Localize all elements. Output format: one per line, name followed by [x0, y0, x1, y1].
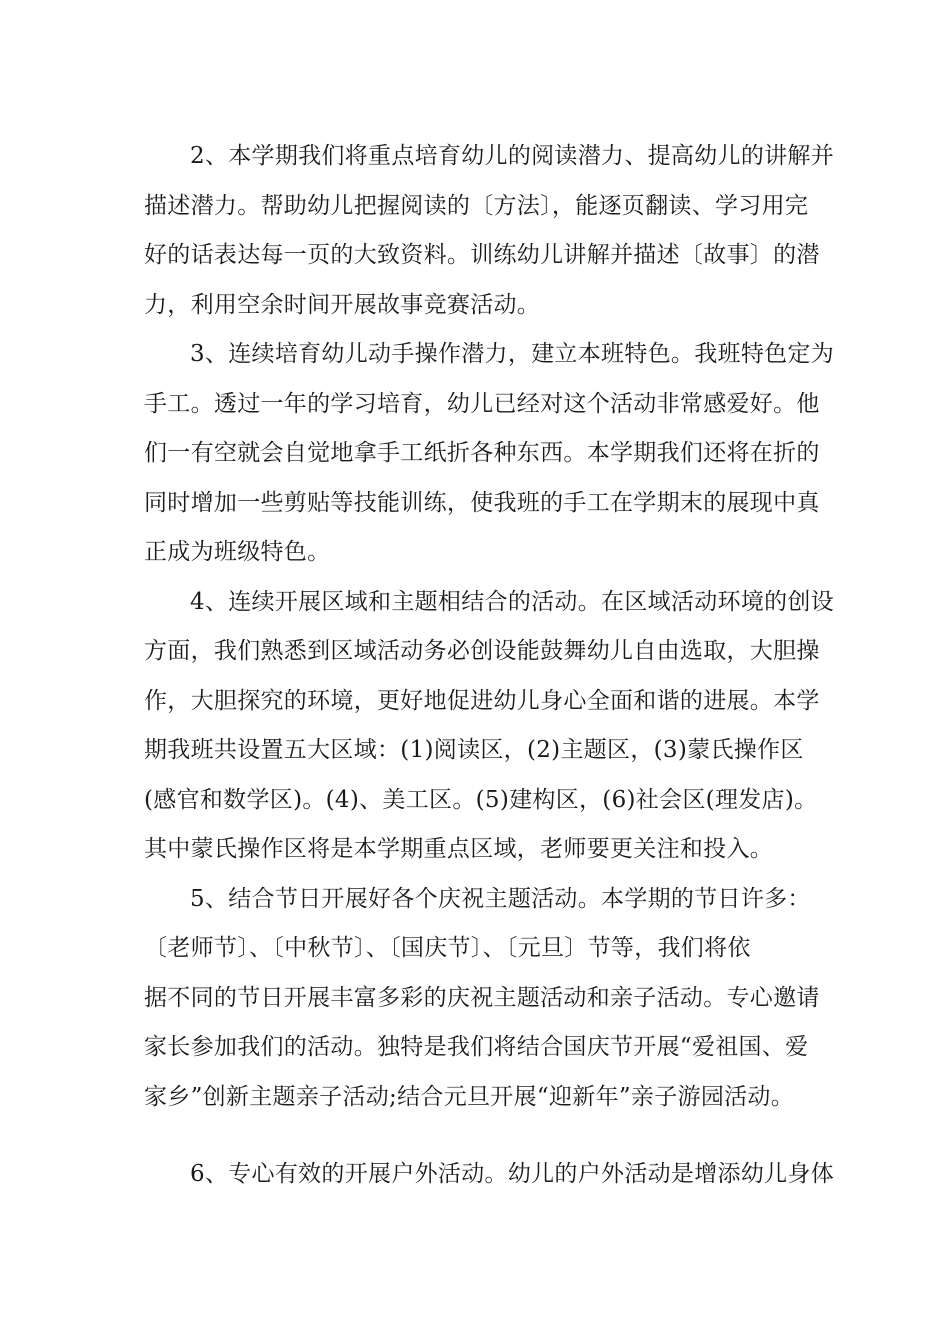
paragraph-3-line-4: 同时增加一些剪贴等技能训练，使我班的手工在学期末的展现中真	[144, 490, 820, 516]
paragraph-5-line-5: 家乡”创新主题亲子活动;结合元旦开展“迎新年”亲子游园活动。	[144, 1084, 795, 1110]
paragraph-2-line-3: 好的话表达每一页的大致资料。训练幼儿讲解并描述〔故事〕的潜	[144, 242, 820, 268]
paragraph-4-line-1: 4、连续开展区域和主题相结合的活动。在区域活动环境的创设	[190, 589, 835, 615]
paragraph-2-line-4: 力，利用空余时间开展故事竞赛活动。	[144, 292, 541, 318]
paragraph-5-line-3: 据不同的节日开展丰富多彩的庆祝主题活动和亲子活动。专心邀请	[144, 985, 820, 1011]
paragraph-3-line-3: 们一有空就会自觉地拿手工纸折各种东西。本学期我们还将在折的	[144, 440, 820, 466]
paragraph-4-line-2: 方面，我们熟悉到区域活动务必创设能鼓舞幼儿自由选取，大胆操	[144, 638, 820, 664]
paragraph-5-line-1: 5、结合节日开展好各个庆祝主题活动。本学期的节日许多：	[190, 886, 811, 912]
paragraph-5-line-4: 家长参加我们的活动。独特是我们将结合国庆节开展“爱祖国、爱	[144, 1034, 809, 1060]
paragraph-6-line-1: 6、专心有效的开展户外活动。幼儿的户外活动是增添幼儿身体	[190, 1161, 835, 1187]
paragraph-3-line-1: 3、连续培育幼儿动手操作潜力，建立本班特色。我班特色定为	[190, 341, 835, 367]
paragraph-3-line-5: 正成为班级特色。	[144, 539, 331, 565]
paragraph-5-line-2: 〔老师节〕、〔中秋节〕、〔国庆节〕、〔元旦〕节等，我们将依	[144, 935, 751, 961]
paragraph-4-line-4: 期我班共设置五大区域：(1)阅读区，(2)主题区，(3)蒙氏操作区	[144, 737, 804, 763]
paragraph-2-line-1: 2、本学期我们将重点培育幼儿的阅读潜力、提高幼儿的讲解并	[190, 143, 835, 169]
paragraph-4-line-3: 作，大胆探究的环境，更好地促进幼儿身心全面和谐的进展。本学	[144, 688, 820, 714]
paragraph-4-line-6: 其中蒙氏操作区将是本学期重点区域，老师要更关注和投入。	[144, 836, 774, 862]
paragraph-2-line-2: 描述潜力。帮助幼儿把握阅读的〔方法〕，能逐页翻读、学习用完	[144, 193, 809, 219]
paragraph-4-line-5: (感官和数学区)。(4)、美工区。(5)建构区，(6)社会区(理发店)。	[144, 787, 818, 813]
paragraph-3-line-2: 手工。透过一年的学习培育，幼儿已经对这个活动非常感爱好。他	[144, 391, 820, 417]
